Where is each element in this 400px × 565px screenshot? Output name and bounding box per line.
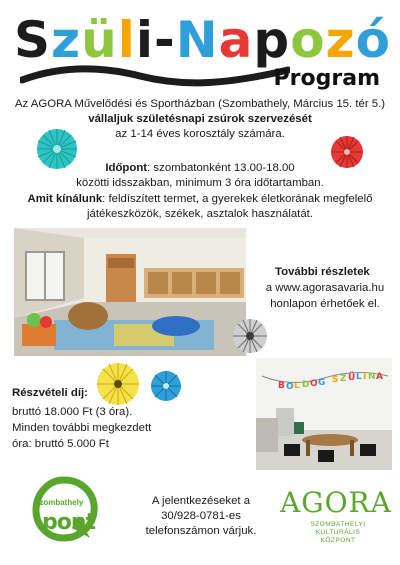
title-letter: a: [218, 11, 254, 69]
playroom-photo: [14, 228, 246, 356]
title-letter: o: [290, 11, 326, 69]
agora-sub-3: KÖZPONT: [320, 537, 356, 544]
time-label: Időpont: [105, 162, 148, 174]
offer-line-2: játékeszközök, székek, asztalok használatát.: [86, 208, 314, 220]
svg-text:B: B: [278, 381, 285, 391]
title-letter: p: [253, 11, 291, 69]
agora-logo-text: AGORA: [280, 486, 392, 519]
title-letter: S: [14, 11, 52, 69]
svg-text:D: D: [302, 380, 310, 390]
title-letter: N: [175, 11, 219, 69]
intro-line-2: vállaljuk születésnapi zsúrok szervezését: [88, 113, 312, 125]
agora-sub-1: SZOMBATHELYI: [310, 521, 366, 528]
svg-text:O: O: [310, 379, 318, 389]
title-letter: -: [154, 11, 176, 69]
details-heading: További részletek: [275, 266, 370, 278]
svg-text:L: L: [294, 381, 300, 391]
svg-text:A: A: [376, 372, 383, 382]
poster-subtitle: Program: [273, 66, 380, 91]
wave-decoration: [20, 62, 290, 88]
svg-text:I: I: [363, 372, 367, 382]
svg-text:Ü: Ü: [348, 373, 356, 383]
yellow-paper-fan-icon: [96, 362, 140, 406]
offer-value: : feldíszített termet, a gyerekek életkorának megfelelő: [102, 193, 373, 205]
details-line-1: a www.agorasavaria.hu: [265, 282, 385, 294]
svg-text:Z: Z: [340, 374, 347, 384]
contact-line-1: A jelentkezéseket a: [151, 495, 251, 507]
fee-line-1: bruttó 18.000 Ft (3 óra).: [12, 406, 133, 418]
title-letter: z: [325, 11, 356, 69]
svg-text:N: N: [368, 372, 376, 382]
fee-line-3: óra: bruttó 5.000 Ft: [12, 438, 109, 450]
svg-text:G: G: [318, 378, 326, 388]
fee-line-2: Minden további megkezdett: [12, 422, 152, 434]
svg-text:L: L: [356, 372, 362, 382]
title-letter: ü: [81, 11, 118, 69]
time-value: : szombatonként 13.00-18.00: [147, 162, 295, 174]
fee-heading: Részvételi díj:: [12, 387, 88, 399]
party-room-photo: [256, 358, 392, 470]
offer-line-1: [0, 192, 400, 207]
agora-logo-subtitle: [306, 521, 370, 545]
title-letter: z: [51, 11, 82, 69]
gray-paper-fan-icon: [232, 318, 268, 354]
logo-left-small: Szombathely: [34, 498, 84, 507]
time-line-2: közötti idsszakban, minimum 3 óra időtartamban.: [76, 177, 324, 189]
title-letter: ó: [355, 11, 392, 69]
details-line-2: honlapon érhetőek el.: [270, 298, 380, 310]
logo-left-big: pont: [42, 510, 96, 535]
title-letter: l: [117, 11, 136, 69]
title-letter: i: [135, 11, 155, 69]
offer-label: Amit kínálunk: [27, 193, 103, 205]
time-line-1: [0, 161, 400, 176]
blue-paper-fan-icon: [150, 370, 182, 402]
contact-line-2: 30/928-0781-es: [161, 510, 241, 522]
svg-text:S: S: [332, 375, 339, 385]
svg-text:O: O: [286, 382, 294, 392]
agora-sub-2: KULTURÁLIS: [315, 529, 361, 536]
intro-line-1: Az AGORA Művelődési és Sportházban (Szombathely, Március 15. tér 5.): [14, 98, 386, 110]
intro-line-3: az 1-14 éves korosztály számára.: [115, 128, 285, 140]
contact-line-3: telefonszámon várjuk.: [145, 525, 257, 537]
